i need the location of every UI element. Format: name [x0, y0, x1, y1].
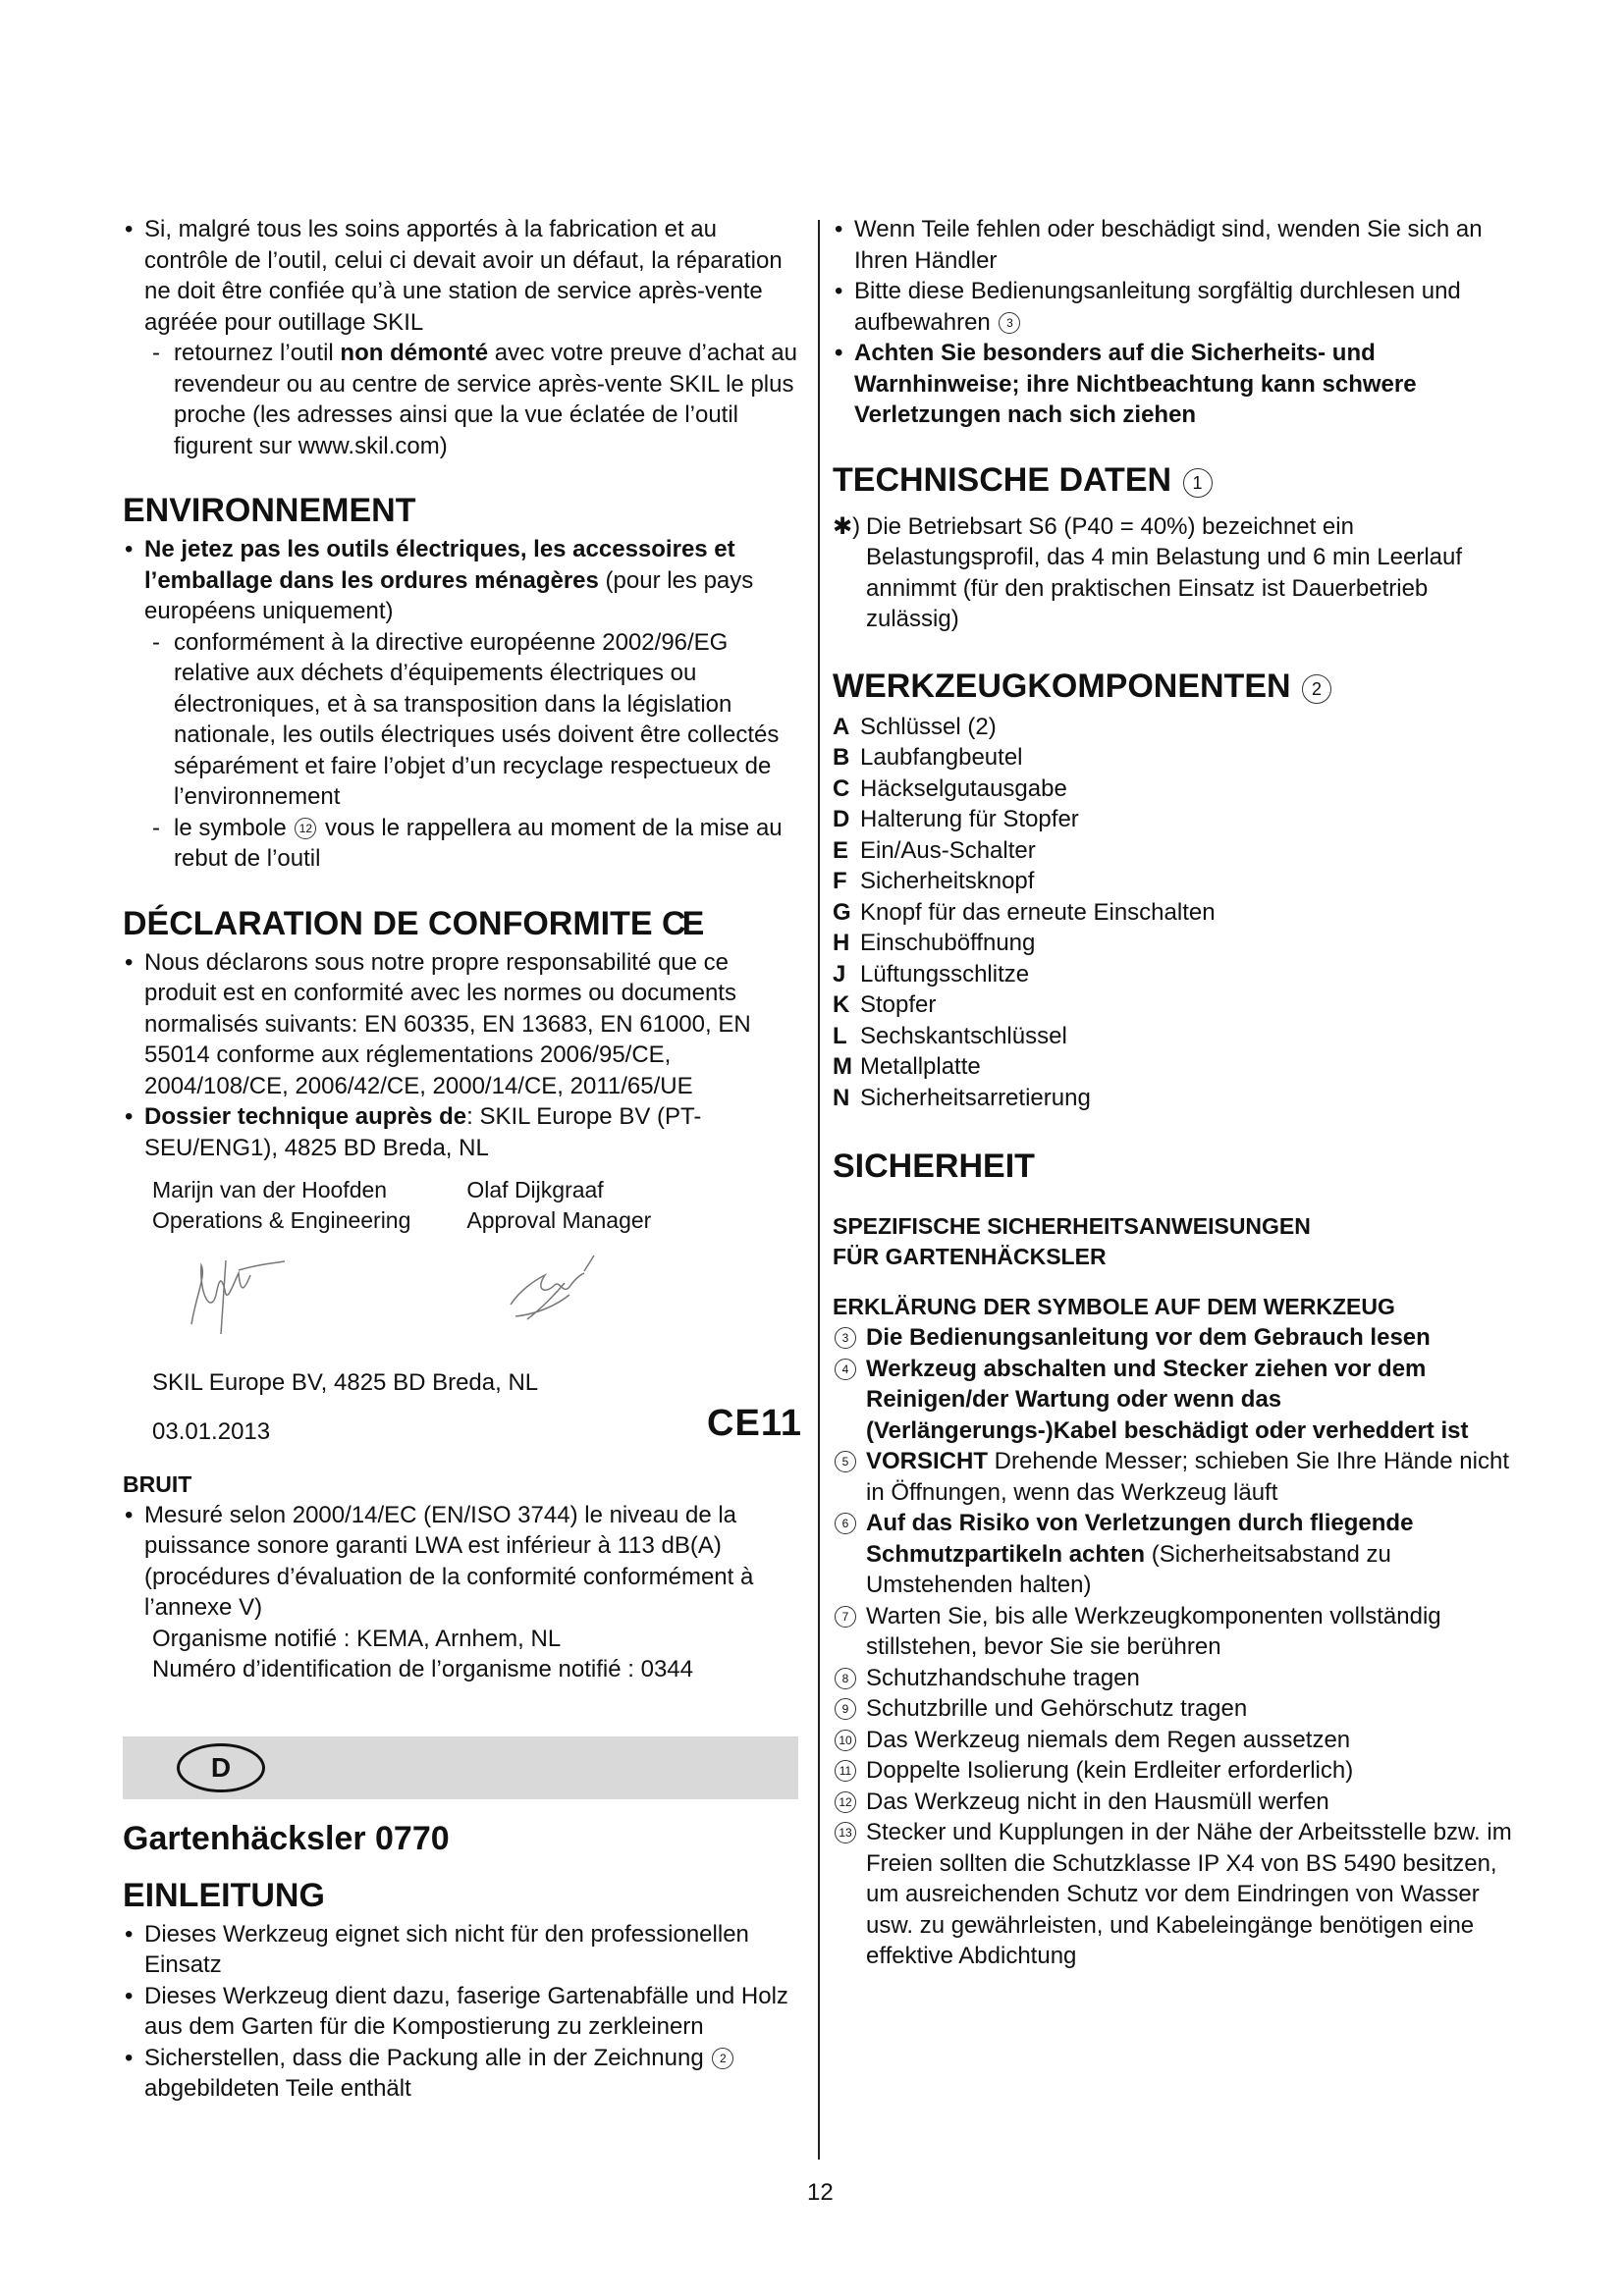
technical-data-note: [833, 511, 1520, 635]
issue-date: 03.01.2013: [152, 1417, 271, 1445]
safety-subheading-2: ERKLÄRUNG DER SYMBOLE AUF DEM WERKZEUG: [833, 1294, 1395, 1319]
component-letter: K: [833, 991, 850, 1018]
figure-2-icon: 2: [1302, 674, 1331, 704]
symbol-item-4: [833, 1354, 1520, 1447]
symbol-list: [833, 1322, 1520, 1972]
declaration-bullet2-post: : SKIL Europe BV (PT-SEU/ENG1), 4825 BD Breda, NL: [144, 1103, 702, 1161]
technical-data-text: Die Betriebsart S6 (P40 = 40%) bezeichnet ein Belastungsprofil, das 4 min Belastung und 6 min Leerlauf annimmt (für den praktischen Einsatz ist Dauerbetrieb zulässig): [866, 512, 1463, 632]
intro-bullet6: • Achten Sie besonders auf die Sicherheits- und Warnhinweise; ihre Nichtbeachtung kann schwere Verletzungen nach sich ziehen: [833, 338, 1520, 431]
component-text: Stopfer: [860, 991, 937, 1018]
noise-bullet: • Mesuré selon 2000/14/EC (EN/ISO 3744) le niveau de la puissance sonore garanti LWA est inférieur à 113 dB(A) (procédures d’évaluation de la conformité conformément à l’annexe V): [123, 1500, 800, 1624]
symbol-item-7: [833, 1601, 1520, 1663]
symbol-4-text: Werkzeug abschalten und Stecker ziehen vor dem Reinigen/der Wartung oder wenn das (Verlängerungs-)Kabel beschädigt oder verheddert ist: [866, 1355, 1469, 1444]
component-item: [833, 959, 1520, 990]
intro-list: [123, 1919, 800, 2105]
left-column: [123, 214, 800, 2105]
intro-bullet2: • Dieses Werkzeug dient dazu, faserige Gartenabfälle und Holz aus dem Garten für die Kompostierung zu zerkleinern: [123, 1981, 800, 2043]
page-number: 12: [807, 2179, 834, 2206]
component-letter: G: [833, 898, 851, 926]
environment-bullet-bold: Ne jetez pas les outils électriques, les accessoires et l’emballage dans les ordures ménagères: [144, 536, 735, 594]
technical-data-heading: [833, 460, 1520, 500]
component-letter: F: [833, 868, 847, 894]
component-letter: N: [833, 1084, 850, 1111]
symbol-item-13: [833, 1817, 1520, 1972]
components-list: [833, 712, 1520, 1114]
component-letter: L: [833, 1022, 847, 1049]
intro-bullet5: [833, 276, 1520, 338]
symbol-7-text: Warten Sie, bis alle Werkzeugkomponenten vollständig stillstehen, bevor Sie sie berühren: [866, 1602, 1441, 1660]
language-banner: [123, 1736, 798, 1799]
symbol-4-icon: 4: [835, 1359, 856, 1380]
intro-bullet1: • Dieses Werkzeug eignet sich nicht für den professionellen Einsatz: [123, 1919, 800, 1981]
service-sub-bold: non démonté: [340, 340, 489, 366]
component-text: Häckselgutausgabe: [860, 774, 1067, 802]
safety-subheading-1: [833, 1211, 1520, 1272]
intro-bullet3-pre: Sicherstellen, dass die Packung alle in der Zeichnung: [144, 2044, 711, 2071]
symbol-11-icon: 11: [835, 1760, 856, 1782]
noise-list: [123, 1500, 800, 1624]
symbol-item-8: [833, 1663, 1520, 1694]
component-text: Ein/Aus-Schalter: [860, 836, 1036, 864]
env-sub2-post: vous le rappellera au moment de la mise au rebut de l’outil: [174, 814, 783, 872]
signatory-1-name: Marijn van der Hoofden: [152, 1177, 388, 1202]
service-sub-post: avec votre preuve d’achat au revendeur ou au centre de service après-vente SKIL le plus proche (les adresses ainsi que la vue éclatée de l’outil figurent sur www.skil.com): [174, 340, 797, 459]
symbol-item-6: [833, 1508, 1520, 1601]
handwritten-signatures-icon: [123, 1236, 800, 1354]
notified-body: Organisme notifié : KEMA, Arnhem, NL: [152, 1625, 562, 1652]
component-item: [833, 835, 1520, 867]
component-letter: A: [833, 713, 850, 740]
date-row: [123, 1402, 802, 1452]
component-item: [833, 897, 1520, 929]
declaration-heading: [123, 904, 800, 943]
symbol-9-icon: 9: [835, 1698, 856, 1720]
component-item: [833, 866, 1520, 897]
symbol-13-text: Stecker und Kupplungen in der Nähe der Arbeitsstelle bzw. im Freien sollten die Schutzklasse IP X4 von BS 5490 besitzen, um ausreichenden Schutz vor dem Eindringen von Wasser usw. zu gewährleisten, und Kabeleingänge benötigen eine effektive Abdichtung: [866, 1819, 1512, 1969]
intro-bullet3-post: abgebildeten Teile enthält: [144, 2075, 411, 2102]
figure-2-icon: 2: [712, 2048, 733, 2069]
symbol-3-text: Die Bedienungsanleitung vor dem Gebrauch lesen: [866, 1324, 1431, 1351]
component-item: [833, 928, 1520, 959]
component-letter: H: [833, 930, 850, 956]
safety-subheading-1-line2: FÜR GARTENHÄCKSLER: [833, 1244, 1107, 1269]
symbol-item-9: [833, 1693, 1520, 1725]
signatories: [123, 1175, 800, 1236]
component-text: Sechskantschlüssel: [860, 1022, 1067, 1049]
right-column: [833, 214, 1520, 1972]
service-sub-pre: retournez l’outil: [174, 340, 341, 366]
component-letter: B: [833, 744, 850, 771]
symbol-item-12: [833, 1787, 1520, 1818]
component-letter: D: [833, 806, 850, 832]
environment-bullet-post: (pour les pays européens uniquement): [144, 566, 754, 624]
ce-mark-icon: CE: [662, 904, 701, 942]
declaration-bullet2-bold: Dossier technique auprès de: [144, 1103, 467, 1130]
component-item: [833, 989, 1520, 1021]
symbol-11-text: Doppelte Isolierung (kein Erdleiter erforderlich): [866, 1757, 1354, 1784]
service-sub-item: [123, 338, 800, 461]
signatory-2-title: Approval Manager: [466, 1207, 652, 1233]
component-letter: M: [833, 1053, 852, 1080]
figure-3-icon: 3: [999, 312, 1020, 334]
figure-1-icon: 1: [1183, 468, 1213, 498]
symbol-9-text: Schutzbrille und Gehörschutz tragen: [866, 1695, 1248, 1722]
intro-heading: EINLEITUNG: [123, 1876, 325, 1914]
environment-sub1: - conformément à la directive européenne 2002/96/EG relative aux déchets d’équipements électriques ou électroniques, et à sa transposition dans la législation nationale, les outils électriques usés doivent être collectés séparément et faire l’objet d’un recyclage respectueux de l’environnement: [123, 627, 800, 813]
product-title: Gartenhäcksler 0770: [123, 1819, 450, 1857]
symbol-12-text: Das Werkzeug nicht in den Hausmüll werfen: [866, 1788, 1329, 1815]
component-text: Halterung für Stopfer: [860, 806, 1079, 832]
company-address: SKIL Europe BV, 4825 BD Breda, NL: [152, 1369, 539, 1396]
component-text: Knopf für das erneute Einschalten: [860, 898, 1216, 926]
notified-body-number: Numéro d’identification de l’organisme notifié : 0344: [152, 1656, 693, 1682]
symbol-10-text: Das Werkzeug niemals dem Regen aussetzen: [866, 1726, 1351, 1753]
component-letter: J: [833, 960, 846, 988]
symbol-item-10: [833, 1725, 1520, 1756]
component-letter: E: [833, 836, 849, 864]
symbol-12-icon: 12: [835, 1791, 856, 1813]
service-list: [123, 214, 800, 461]
declaration-heading-text: DÉCLARATION DE CONFORMITE: [123, 904, 653, 942]
service-bullet: • Si, malgré tous les soins apportés à la fabrication et au contrôle de l’outil, celui ci devait avoir un défaut, la réparation ne doit être confiée qu’à une station de service après-vente agréée pour outillage SKIL: [123, 214, 800, 338]
symbol-8-text: Schutzhandschuhe tragen: [866, 1664, 1140, 1691]
component-item: [833, 712, 1520, 743]
symbol-7-icon: 7: [835, 1606, 856, 1628]
environment-bullet: [123, 534, 800, 627]
component-letter: C: [833, 774, 850, 802]
declaration-bullet2: [123, 1101, 800, 1163]
symbol-6-icon: 6: [835, 1513, 856, 1534]
symbol-5-icon: 5: [835, 1451, 856, 1472]
symbol-5-bold: VORSICHT: [866, 1448, 989, 1474]
component-item: [833, 774, 1520, 805]
asterisk-marker: ✱): [833, 512, 861, 540]
component-item: [833, 1083, 1520, 1114]
symbol-10-icon: 10: [835, 1730, 856, 1751]
component-item: [833, 804, 1520, 835]
signatory-2: [461, 1175, 800, 1236]
environment-heading: ENVIRONNEMENT: [123, 492, 416, 529]
symbol-item-5: [833, 1446, 1520, 1508]
environment-sub2: [123, 813, 800, 875]
declaration-bullet1: • Nous déclarons sous notre propre responsabilité que ce produit est en conformité avec les normes ou documents normalisés suivants: EN 60335, EN 13683, EN 61000, EN 55014 conforme aux réglementations 2006/95/CE, 2004/108/CE, 2006/42/CE, 2000/14/CE, 2011/65/UE: [123, 947, 800, 1102]
symbol-13-icon: 13: [835, 1822, 856, 1843]
technical-data-heading-text: TECHNISCHE DATEN: [833, 460, 1172, 499]
component-item: [833, 1021, 1520, 1052]
environment-list: [123, 534, 800, 875]
symbol-3-icon: 3: [835, 1327, 856, 1349]
symbol-8-icon: 8: [835, 1668, 856, 1689]
signatory-1: [123, 1175, 461, 1236]
component-text: Schlüssel (2): [860, 713, 997, 740]
column-divider: [818, 220, 820, 2160]
signatory-1-title: Operations & Engineering: [152, 1207, 411, 1233]
symbol-6-text: (Sicherheitsabstand zu Umstehenden halten): [866, 1540, 1391, 1598]
intro-bullet5-pre: Bitte diese Bedienungsanleitung sorgfältig durchlesen und aufbewahren: [854, 278, 1461, 336]
symbol-item-11: [833, 1755, 1520, 1787]
signatory-2-name: Olaf Dijkgraaf: [466, 1177, 604, 1202]
symbol-12-icon: 12: [295, 818, 316, 839]
safety-heading: SICHERHEIT: [833, 1148, 1035, 1185]
component-text: Einschuböffnung: [860, 930, 1036, 956]
components-heading-text: WERKZEUGKOMPONENTEN: [833, 667, 1291, 705]
noise-heading: BRUIT: [123, 1470, 192, 1497]
component-text: Lüftungsschlitze: [860, 960, 1030, 988]
component-text: Sicherheitsarretierung: [860, 1084, 1091, 1111]
env-sub2-pre: le symbole: [174, 814, 294, 841]
components-heading: [833, 667, 1520, 706]
declaration-list: [123, 947, 800, 1164]
symbol-5-text: Drehende Messer; schieben Sie Ihre Hände nicht in Öffnungen, wenn das Werkzeug läuft: [866, 1448, 1509, 1506]
symbol-item-3: [833, 1322, 1520, 1354]
signatures: [123, 1236, 800, 1354]
language-code-badge: D: [177, 1743, 265, 1792]
component-item: [833, 742, 1520, 774]
component-text: Metallplatte: [860, 1053, 981, 1080]
ce11-mark-icon: CE11: [707, 1402, 802, 1444]
symbol-6-bold: Auf das Risiko von Verletzungen durch fliegende Schmutzpartikeln achten: [866, 1510, 1414, 1568]
intro-list-continued: [833, 214, 1520, 431]
intro-bullet3: [123, 2043, 800, 2105]
intro-bullet4: • Wenn Teile fehlen oder beschädigt sind, wenden Sie sich an Ihren Händler: [833, 214, 1520, 276]
component-text: Sicherheitsknopf: [860, 868, 1035, 894]
component-text: Laubfangbeutel: [860, 744, 1023, 771]
safety-subheading-1-line1: SPEZIFISCHE SICHERHEITSANWEISUNGEN: [833, 1213, 1311, 1239]
component-item: [833, 1051, 1520, 1083]
